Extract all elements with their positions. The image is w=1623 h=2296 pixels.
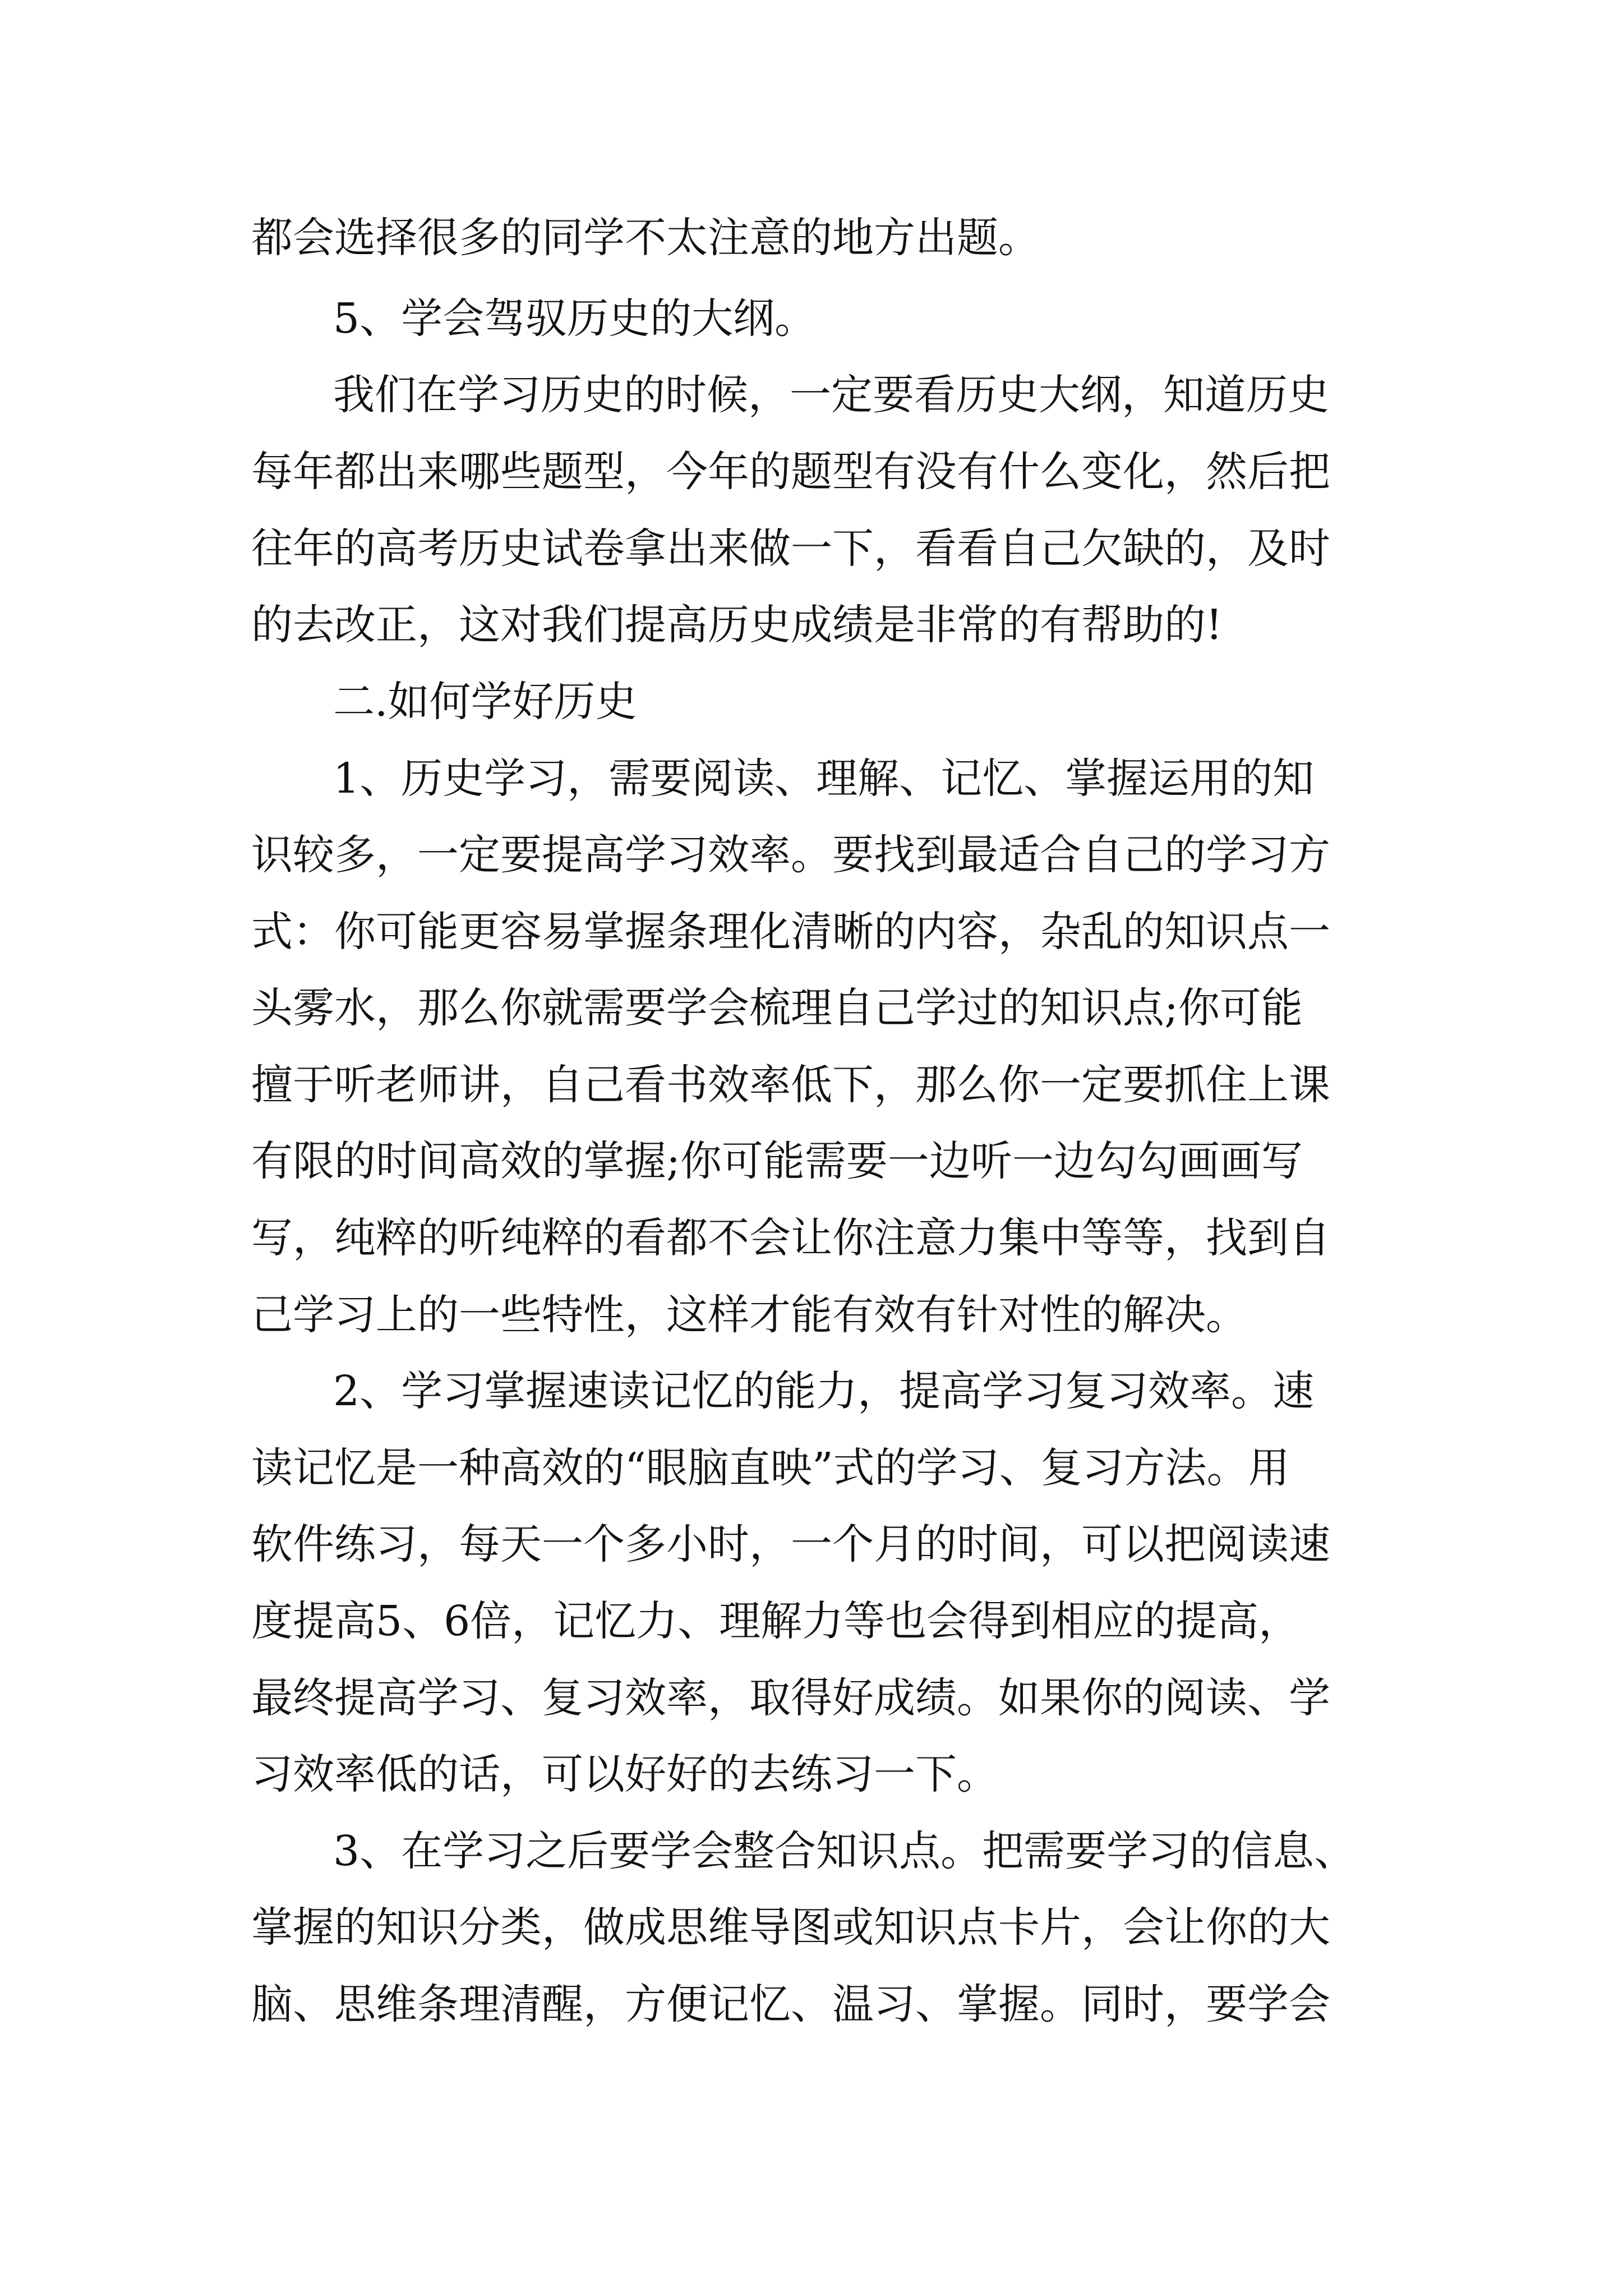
paragraph-line: 掌握的知识分类，做成思维导图或知识点卡片，会让你的大 [251,1903,1330,1952]
paragraph-line: 1、历史学习，需要阅读、理解、记忆、掌握运用的知 [333,754,1315,803]
section-heading: 二.如何学好历史 [333,678,637,726]
text-line: 都会选择很多的同学不太注意的地方出题。 [251,214,1040,262]
paragraph-line: 擅于听老师讲，自己看书效率低下，那么你一定要抓住上课 [251,1061,1330,1109]
paragraph-line: 度提高5、6倍，记忆力、理解力等也会得到相应的提高， [251,1597,1301,1645]
paragraph-line: 写，纯粹的听纯粹的看都不会让你注意力集中等等，找到自 [251,1214,1330,1262]
paragraph-line: 己学习上的一些特性，这样才能有效有针对性的解决。 [251,1291,1247,1339]
paragraph-line: 往年的高考历史试卷拿出来做一下，看看自己欠缺的，及时 [251,524,1330,573]
paragraph-line: 式：你可能更容易掌握条理化清晰的内容，杂乱的知识点一 [251,908,1330,956]
paragraph-line: 脑、思维条理清醒，方便记忆、温习、掌握。同时，要学会 [251,1980,1330,2028]
paragraph-line: 2、学习掌握速读记忆的能力，提高学习复习效率。速 [333,1367,1315,1415]
paragraph-line: 识较多，一定要提高学习效率。要找到最适合自己的学习方 [251,831,1330,879]
paragraph-line: 头雾水，那么你就需要学会梳理自己学过的知识点;你可能 [251,984,1303,1032]
paragraph-line: 最终提高学习、复习效率，取得好成绩。如果你的阅读、学 [251,1674,1330,1722]
paragraph-line: 习效率低的话，可以好好的去练习一下。 [251,1750,998,1798]
paragraph-line: 读记忆是一种高效的“眼脑直映”式的学习、复习方法。用 [251,1444,1290,1492]
section-heading: 5、学会驾驭历史的大纲。 [333,295,817,343]
paragraph-line: 每年都出来哪些题型，今年的题型有没有什么变化，然后把 [251,448,1330,496]
paragraph-line: 有限的时间高效的掌握;你可能需要一边听一边勾勾画画写 [251,1137,1303,1185]
paragraph-line: 软件练习，每天一个多小时，一个月的时间，可以把阅读速 [251,1520,1330,1568]
paragraph-line: 3、在学习之后要学会整合知识点。把需要学习的信息、 [333,1827,1356,1875]
paragraph-line: 的去改正，这对我们提高历史成绩是非常的有帮助的! [251,601,1223,649]
paragraph-line: 我们在学习历史的时候，一定要看历史大纲，知道历史 [333,371,1329,419]
